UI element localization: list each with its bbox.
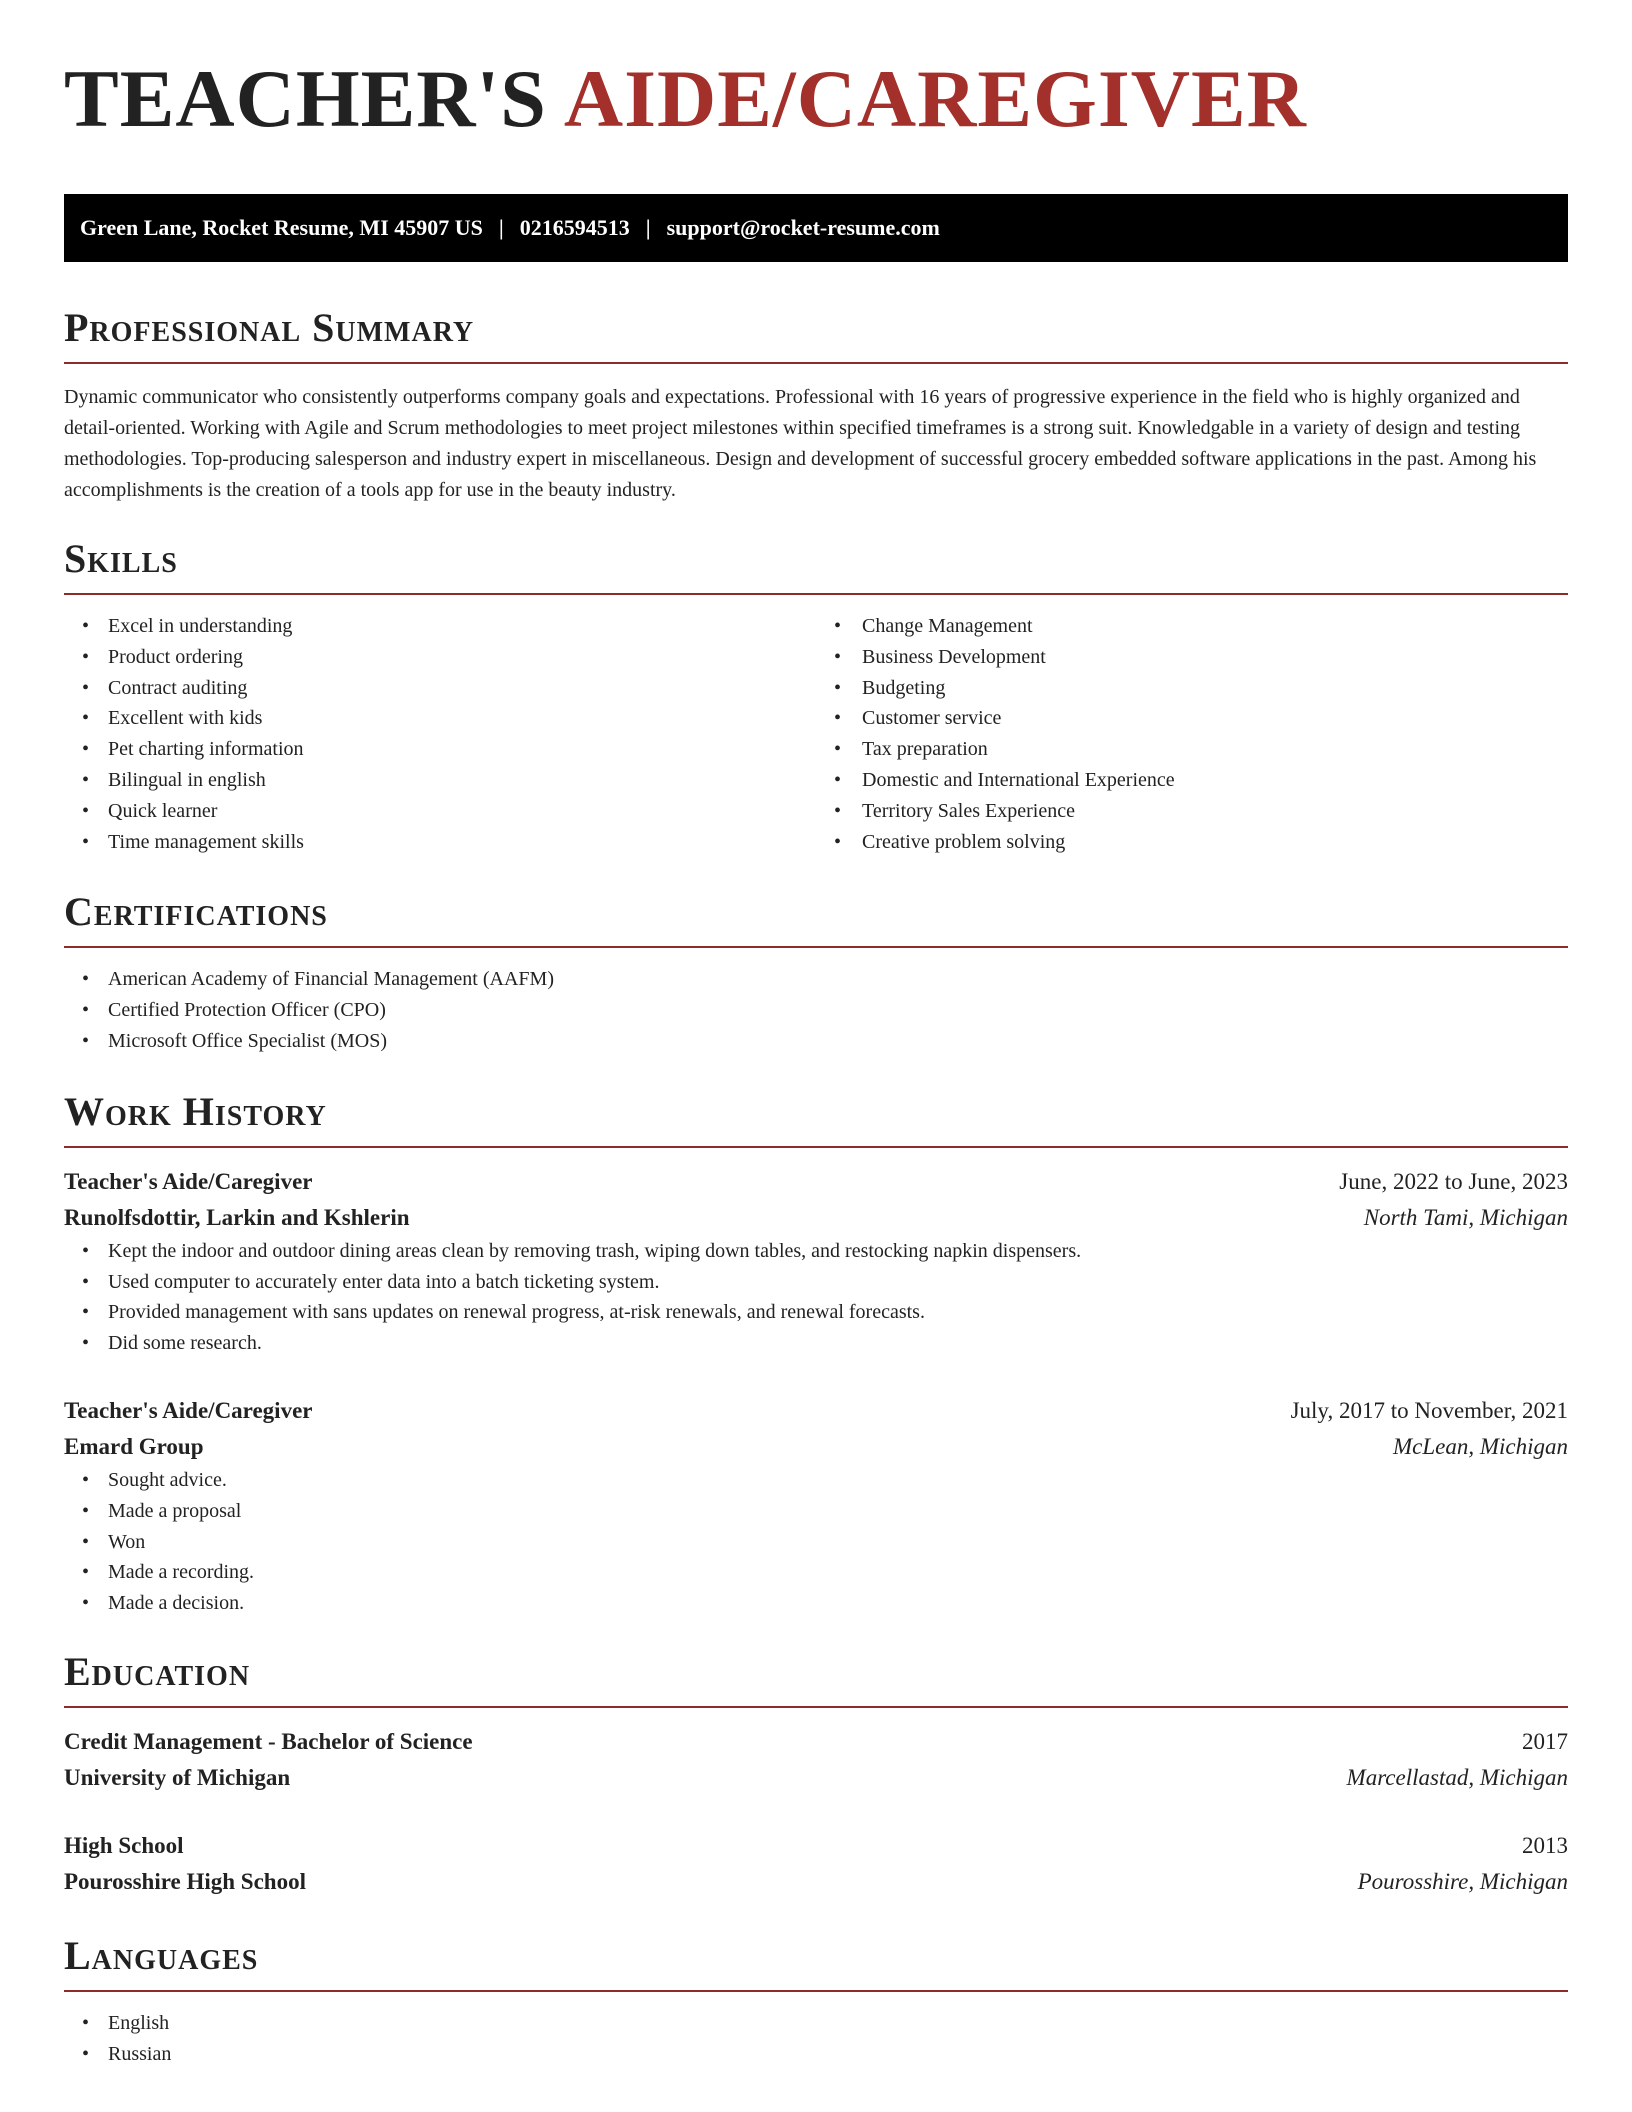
job-header-row <box>64 1393 1568 1429</box>
skills-section <box>64 536 1568 857</box>
skill-item: • Tax preparation <box>816 734 1568 765</box>
job-duty: • Provided management with sans updates on renewal progress, at-risk renewals, and renewal forecasts. <box>64 1297 1568 1328</box>
job-title: Teacher's Aide/Caregiver <box>64 1168 313 1194</box>
education-degree-row <box>64 1724 1568 1760</box>
job-duty: • Made a decision. <box>64 1588 1568 1619</box>
skill-item: • Bilingual in english <box>64 765 816 796</box>
skill-item: • Excel in understanding <box>64 611 816 642</box>
job-company-row <box>64 1200 1568 1236</box>
skill-item: • Customer service <box>816 703 1568 734</box>
skill-item: • Budgeting <box>816 673 1568 704</box>
job-duty: • Made a proposal <box>64 1496 1568 1527</box>
education-school-row <box>64 1760 1568 1796</box>
education-school: Pourosshire High School <box>64 1868 306 1894</box>
contact-email: support@rocket-resume.com <box>666 215 940 240</box>
contact-phone: 0216594513 <box>519 215 630 240</box>
contact-address: Green Lane, Rocket Resume, MI 45907 US <box>80 215 483 240</box>
skill-item: • Quick learner <box>64 796 816 827</box>
job-duty: • Did some research. <box>64 1328 1568 1359</box>
job-entry <box>64 1393 1568 1619</box>
skills-grid <box>64 611 1568 857</box>
job-duty: • Used computer to accurately enter data into a batch ticketing system. <box>64 1267 1568 1298</box>
education-year: 2017 <box>1522 1728 1568 1754</box>
languages-section <box>64 1932 1568 2070</box>
languages-list <box>64 2008 1568 2070</box>
skills-list-right <box>816 611 1568 857</box>
section-title-skills: Skills <box>64 536 178 581</box>
skill-item: • Territory Sales Experience <box>816 796 1568 827</box>
language-item: • English <box>64 2008 1568 2039</box>
section-divider <box>64 1146 1568 1148</box>
section-title-work-history: Work History <box>64 1088 327 1134</box>
section-divider <box>64 362 1568 364</box>
job-location: McLean, Michigan <box>1392 1433 1568 1459</box>
job-duty: • Won <box>64 1527 1568 1558</box>
job-title: Teacher's Aide/Caregiver <box>64 1397 313 1423</box>
job-duties-list <box>64 1465 1568 1619</box>
skill-item: • Time management skills <box>64 827 816 858</box>
contact-separator: | <box>498 215 504 240</box>
language-item: • Russian <box>64 2039 1568 2070</box>
education-degree: High School <box>64 1832 184 1858</box>
job-company-row <box>64 1429 1568 1465</box>
skill-item: • Pet charting information <box>64 734 816 765</box>
job-duties-list <box>64 1236 1568 1359</box>
job-duty: • Kept the indoor and outdoor dining areas clean by removing trash, wiping down tables, and restocking napkin dispensers. <box>64 1236 1568 1267</box>
certifications-list <box>64 964 1568 1056</box>
certifications-section <box>64 889 1568 1056</box>
skill-item: • Change Management <box>816 611 1568 642</box>
education-section <box>64 1648 1568 1900</box>
resume-title <box>64 0 1568 160</box>
section-title-languages: Languages <box>64 1932 259 1978</box>
certification-item: • Certified Protection Officer (CPO) <box>64 995 1568 1026</box>
section-title-certifications: Certifications <box>64 889 328 935</box>
skill-item: • Domestic and International Experience <box>816 765 1568 796</box>
job-entry <box>64 1164 1568 1359</box>
skill-item: • Business Development <box>816 642 1568 673</box>
skills-list-left <box>64 611 816 857</box>
skill-item: • Product ordering <box>64 642 816 673</box>
skill-item: • Contract auditing <box>64 673 816 704</box>
section-divider <box>64 1990 1568 1992</box>
education-location: Marcellastad, Michigan <box>1346 1764 1568 1790</box>
job-company: Runolfsdottir, Larkin and Kshlerin <box>64 1204 410 1230</box>
education-entry <box>64 1828 1568 1900</box>
summary-section <box>64 305 1568 506</box>
job-duty: • Sought advice. <box>64 1465 1568 1496</box>
certification-item: • Microsoft Office Specialist (MOS) <box>64 1026 1568 1057</box>
section-divider <box>64 1706 1568 1708</box>
education-location: Pourosshire, Michigan <box>1357 1868 1568 1894</box>
job-company: Emard Group <box>64 1433 204 1459</box>
education-school: University of Michigan <box>64 1764 291 1790</box>
contact-separator: | <box>645 215 651 240</box>
education-degree: Credit Management - Bachelor of Science <box>64 1728 473 1754</box>
title-part-1: TEACHER'S <box>64 53 547 144</box>
education-year: 2013 <box>1522 1832 1568 1858</box>
job-header-row <box>64 1164 1568 1200</box>
skill-item: • Excellent with kids <box>64 703 816 734</box>
section-title-education: Education <box>64 1648 251 1694</box>
education-school-row <box>64 1864 1568 1900</box>
section-title-summary: Professional Summary <box>64 305 475 350</box>
section-divider <box>64 946 1568 948</box>
section-divider <box>64 593 1568 595</box>
education-entry <box>64 1724 1568 1796</box>
certification-item: • American Academy of Financial Management (AAFM) <box>64 964 1568 995</box>
title-part-2: AIDE/CAREGIVER <box>563 53 1307 144</box>
job-dates: July, 2017 to November, 2021 <box>1290 1397 1568 1423</box>
summary-text: Dynamic communicator who consistently outperforms company goals and expectations. Professional with 16 years of progressive experience in the field who is highly organized and detail-oriented. Working with Agile and Scrum methodologies to meet project milestones within specified timeframes is a strong suit. Knowledgable in a variety of design and testing methodologies. Top-producing salesperson and industry expert in miscellaneous. Design and development of successful grocery embedded software applications in the past. Among his accomplishments is the creation of a tools app for use in the beauty industry. <box>64 386 1537 501</box>
education-degree-row <box>64 1828 1568 1864</box>
work-history-section <box>64 1088 1568 1619</box>
job-dates: June, 2022 to June, 2023 <box>1339 1168 1568 1194</box>
contact-bar <box>64 194 1568 262</box>
skill-item: • Creative problem solving <box>816 827 1568 858</box>
job-duty: • Made a recording. <box>64 1557 1568 1588</box>
job-location: North Tami, Michigan <box>1363 1204 1568 1230</box>
